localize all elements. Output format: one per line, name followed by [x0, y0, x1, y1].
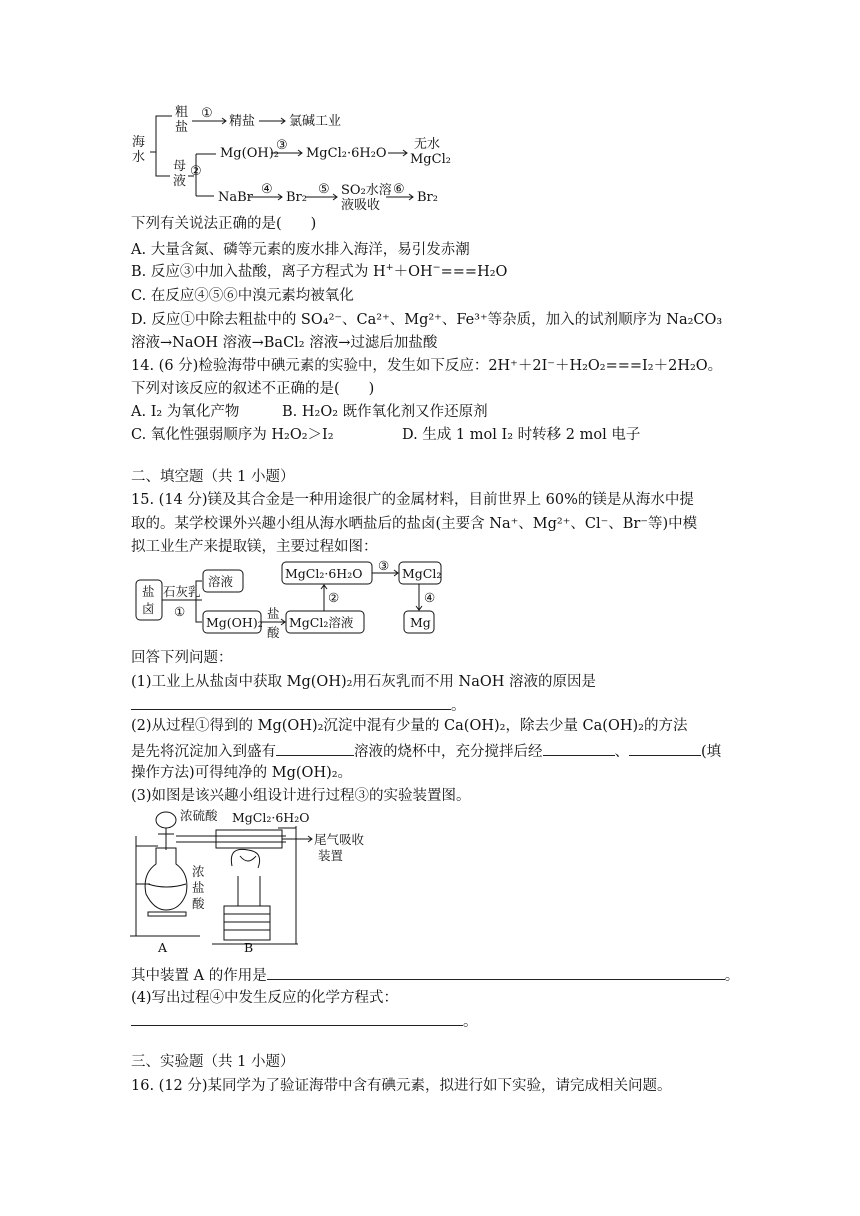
- section-2-heading: 二、填空题（共 1 小题）: [131, 469, 295, 485]
- mgcl2-box-label: MgCl₂: [402, 566, 442, 581]
- step-2-label-2: ②: [328, 590, 340, 605]
- q15-answer-intro: 回答下列问题：: [131, 650, 233, 666]
- conc-hcl-label-2: 盐: [192, 880, 205, 895]
- br2-label-b: Br₂: [417, 190, 438, 205]
- q15-part3-answer-label: 其中装置 A 的作用是: [131, 968, 267, 984]
- step-4-label-2: ④: [424, 590, 436, 605]
- so2-absorb-label-1: SO₂水溶: [341, 183, 392, 198]
- hcl-label-2: 酸: [267, 625, 280, 640]
- q13-option-b-mid: ＋OH: [393, 264, 433, 280]
- q15-part3-answer: [131, 964, 739, 986]
- q14-option-a[interactable]: A. I₂ 为氧化产物: [131, 404, 240, 420]
- q13-stem: 下列有关说法正确的是( ): [131, 216, 317, 232]
- q15-part4-answer-line: [131, 1010, 478, 1032]
- q14-option-d[interactable]: D. 生成 1 mol I₂ 时转移 2 mol 电子: [402, 427, 641, 443]
- brine-label-2: 卤: [142, 601, 155, 616]
- q14-option-c[interactable]: C. 氧化性强弱顺序为 H₂O₂＞I₂: [131, 427, 334, 443]
- q15-part2-text-d: (填: [701, 744, 722, 760]
- q15-part1: (1)工业上从盐卤中获取 Mg(OH)₂用石灰乳而不用 NaOH 溶液的原因是: [131, 674, 597, 690]
- hcl-label-1: 盐: [267, 606, 280, 621]
- mother-liquor-label-1: 母: [173, 159, 187, 174]
- q15-part4-blank[interactable]: [131, 1010, 463, 1026]
- tail-gas-label-2: 装置: [318, 848, 344, 863]
- brine-label-1: 盐: [142, 584, 155, 599]
- conc-hcl-label-3: 酸: [192, 896, 205, 911]
- q15-line1: 15. (14 分)镁及其合金是一种用途很广的金属材料，目前世界上 60%的镁是从海水中提: [131, 492, 694, 508]
- crude-salt-label-2: 盐: [175, 120, 189, 135]
- q15-part2-blank-solution[interactable]: [276, 740, 354, 756]
- conc-hcl-label-1: 浓: [192, 864, 205, 879]
- q13-option-c[interactable]: C. 在反应④⑤⑥中溴元素均被氧化: [131, 288, 354, 304]
- so2-absorb-label-2: 液吸收: [341, 198, 381, 213]
- mother-liquor-label-2: 液: [173, 174, 187, 189]
- q15-part3: (3)如图是该兴趣小组设计进行过程③的实验装置图。: [131, 788, 471, 804]
- step-3-label: ③: [276, 138, 288, 153]
- step-1-label-2: ①: [174, 604, 186, 619]
- br2-label-a: Br₂: [286, 190, 307, 205]
- q15-part2-line2: [131, 740, 721, 762]
- section-3-heading: 三、实验题（共 1 小题）: [131, 1054, 295, 1070]
- apparatus-diagram: [128, 806, 428, 954]
- q13-option-d-line2: 溶液→NaOH 溶液→BaCl₂ 溶液→过滤后加盐酸: [131, 335, 438, 351]
- seawater-label-1: 海: [132, 135, 146, 150]
- apparatus-b-label: B: [244, 940, 254, 954]
- mgcl2-solution-box-label: MgCl₂溶液: [289, 615, 354, 630]
- q15-part2-blank-op1[interactable]: [543, 740, 615, 756]
- q15-part2-blank-op2[interactable]: [629, 740, 701, 756]
- q14-line2: 下列对该反应的叙述不正确的是( ): [131, 381, 375, 397]
- anhydrous-label-1: 无水: [414, 137, 441, 152]
- step-1-label: ①: [201, 106, 213, 121]
- q15-line2: 取的。某学校课外兴趣小组从海水晒盐后的盐卤(主要含 Na⁺、Mg²⁺、Cl⁻、Br⁻等)中模: [131, 516, 698, 532]
- step-3-label-2: ③: [378, 560, 390, 573]
- crude-salt-label-1: 粗: [175, 105, 189, 120]
- q15-part4-end: 。: [463, 1014, 478, 1030]
- q15-part4: (4)写出过程④中发生反应的化学方程式：: [131, 990, 399, 1006]
- q13-option-a[interactable]: A. 大量含氮、磷等元素的废水排入海洋，易引发赤潮: [131, 242, 470, 258]
- mgoh2-box-label: Mg(OH)₂: [206, 615, 263, 630]
- mgcl2-hydrate-label: MgCl₂·6H₂O: [306, 146, 387, 161]
- q15-line3: 拟工业生产来提取镁，主要过程如图：: [131, 539, 378, 555]
- q13-option-b-pre: B. 反应③中加入盐酸，离子方程式为 H: [131, 264, 386, 280]
- step-2-label: ②: [190, 164, 202, 179]
- q13-option-b[interactable]: B. 反应③中加入盐酸，离子方程式为 H+＋OH−===H₂O: [131, 262, 508, 280]
- q14-option-b[interactable]: B. H₂O₂ 既作氧化剂又作还原剂: [282, 404, 488, 420]
- q15-part1-end: 。: [451, 698, 466, 714]
- seawater-flow-diagram: [128, 104, 468, 216]
- q13-option-b-post: ===H₂O: [440, 264, 508, 280]
- anhydrous-label-2: MgCl₂: [410, 152, 451, 167]
- lime-milk-label: 石灰乳: [163, 584, 201, 599]
- q16-line1: 16. (12 分)某同学为了验证海带中含有碘元素，拟进行如下实验，请完成相关问题。: [131, 1078, 672, 1094]
- step-4-label: ④: [261, 182, 273, 197]
- q14-line1: 14. (6 分)检验海带中碘元素的实验中，发生如下反应：2H⁺＋2I⁻＋H₂O₂===I₂＋2H₂O。: [131, 358, 723, 374]
- seawater-label-2: 水: [132, 150, 146, 165]
- apparatus-a-label: A: [158, 940, 168, 954]
- apparatus-mgcl2-label: MgCl₂·6H₂O: [232, 810, 310, 825]
- q15-part3-end: 。: [724, 968, 740, 984]
- q15-part2-line1: (2)从过程①得到的 Mg(OH)₂沉淀中混有少量的 Ca(OH)₂，除去少量 Ca(OH)₂的方法: [131, 718, 688, 734]
- q15-part1-blank[interactable]: [131, 694, 451, 710]
- q15-part2-text-b: 溶液的烧杯中，充分搅拌后经: [354, 744, 543, 760]
- step-5-label: ⑤: [318, 182, 330, 197]
- q15-part2-line3: 操作方法)可得纯净的 Mg(OH)₂。: [131, 765, 353, 781]
- q13-option-d-line1[interactable]: D. 反应①中除去粗盐中的 SO₄²⁻、Ca²⁺、Mg²⁺、Fe³⁺等杂质，加入的试剂顺序为 Na₂CO₃: [131, 312, 723, 328]
- nabr-label: NaBr: [218, 190, 253, 205]
- q15-part1-answer-line: [131, 694, 466, 716]
- refined-salt-label: 精盐: [229, 114, 256, 129]
- mgoh2-label: Mg(OH)₂: [220, 146, 279, 161]
- tail-gas-label-1: 尾气吸收: [314, 832, 365, 847]
- mgcl2-hydrate-box-label: MgCl₂·6H₂O: [285, 566, 363, 581]
- solution-box-label: 溶液: [208, 574, 234, 589]
- step-6-label: ⑥: [393, 182, 405, 197]
- conc-h2so4-label: 浓硫酸: [180, 808, 218, 823]
- brine-to-mg-diagram: [134, 560, 454, 640]
- q15-part2-text-c: 、: [614, 744, 629, 760]
- q15-part3-blank[interactable]: [267, 964, 725, 980]
- mg-box-label: Mg: [410, 615, 431, 630]
- q15-part2-text-a: 是先将沉淀加入到盛有: [131, 744, 276, 760]
- chlor-alkali-label: 氯碱工业: [289, 114, 342, 129]
